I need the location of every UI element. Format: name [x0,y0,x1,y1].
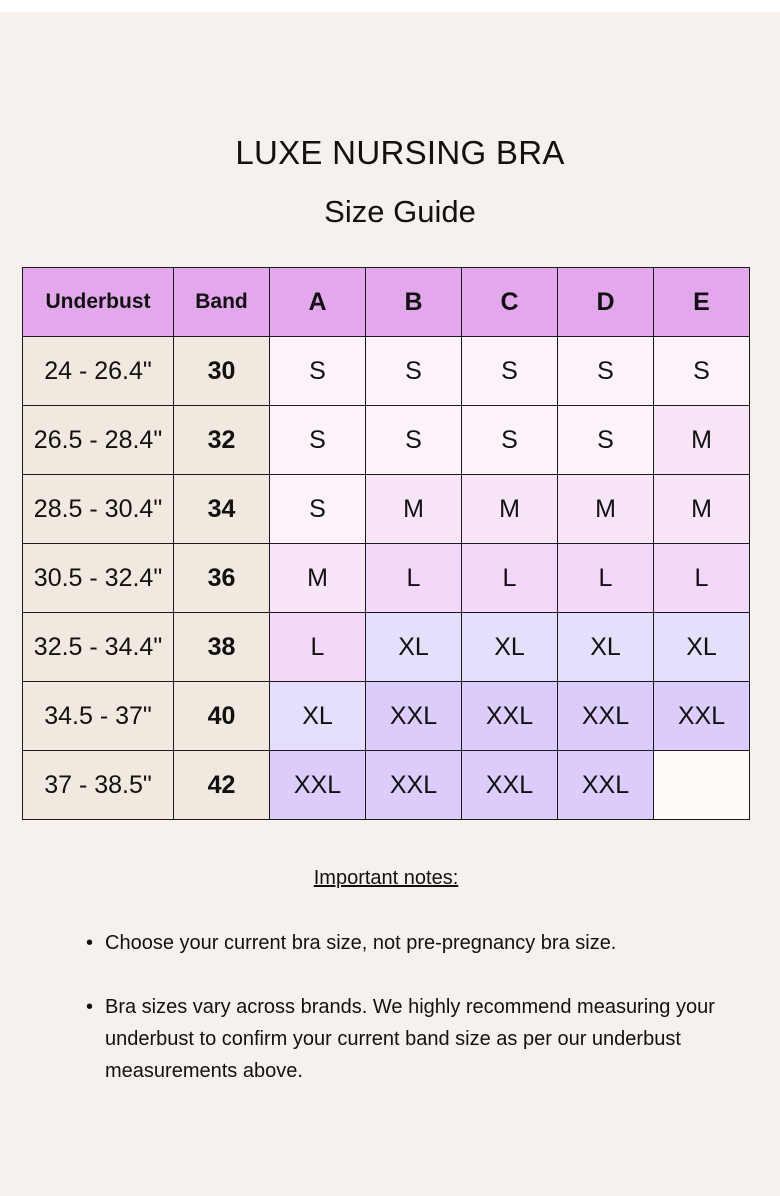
size-cell: S [558,406,654,475]
size-cell: S [462,406,558,475]
header-cup-a: A [270,268,366,337]
size-cell: S [366,406,462,475]
underbust-cell: 26.5 - 28.4" [23,406,174,475]
size-cell: S [654,337,750,406]
size-cell: L [270,613,366,682]
size-cell: XL [462,613,558,682]
size-cell: XXL [366,751,462,820]
size-cell: S [462,337,558,406]
size-cell: L [462,544,558,613]
product-title: LUXE NURSING BRA [235,134,565,171]
size-cell: XL [366,613,462,682]
underbust-cell: 24 - 26.4" [23,337,174,406]
size-cell: M [462,475,558,544]
table-row [23,544,750,613]
band-cell: 34 [174,475,270,544]
table-row [23,751,750,820]
table-row [23,475,750,544]
underbust-cell: 30.5 - 32.4" [23,544,174,613]
size-guide-card [0,12,780,1196]
band-cell: 38 [174,613,270,682]
size-cell: XL [270,682,366,751]
note-item [86,927,726,959]
note-text: Bra sizes vary across brands. We highly recommend measuring your underbust to confirm your current band size as per our underbust measurements above. [105,996,715,1082]
size-cell: XXL [654,682,750,751]
size-cell: M [558,475,654,544]
size-cell: L [558,544,654,613]
size-cell: M [654,406,750,475]
size-cell: S [270,475,366,544]
size-cell: S [558,337,654,406]
underbust-cell: 32.5 - 34.4" [23,613,174,682]
size-cell: XXL [270,751,366,820]
underbust-cell: 37 - 38.5" [23,751,174,820]
table-row [23,337,750,406]
header-cup-c: C [462,268,558,337]
size-cell: XXL [558,751,654,820]
size-cell: L [654,544,750,613]
size-cell: L [366,544,462,613]
size-cell [654,751,750,820]
header-band: Band [174,268,270,337]
size-cell: XXL [366,682,462,751]
size-chart-table [22,267,750,820]
note-text: Choose your current bra size, not pre-pregnancy bra size. [105,932,617,954]
size-cell: S [366,337,462,406]
band-cell: 36 [174,544,270,613]
band-cell: 32 [174,406,270,475]
size-cell: XL [654,613,750,682]
table-row [23,682,750,751]
size-cell: XL [558,613,654,682]
underbust-cell: 34.5 - 37" [23,682,174,751]
header-underbust: Underbust [23,268,174,337]
note-item [86,991,726,1087]
size-cell: XXL [462,682,558,751]
size-cell: XXL [558,682,654,751]
size-guide-subtitle: Size Guide [324,194,476,229]
size-cell: M [270,544,366,613]
header-cup-e: E [654,268,750,337]
underbust-cell: 28.5 - 30.4" [23,475,174,544]
band-cell: 30 [174,337,270,406]
table-row [23,613,750,682]
bullet-icon: • [86,932,94,954]
band-cell: 42 [174,751,270,820]
table-header-row [23,268,750,337]
header-cup-b: B [366,268,462,337]
notes-heading: Important notes: [313,867,459,889]
size-cell: S [270,406,366,475]
bullet-icon: • [86,996,94,1018]
band-cell: 40 [174,682,270,751]
size-cell: S [270,337,366,406]
size-cell: M [654,475,750,544]
size-cell: M [366,475,462,544]
header-cup-d: D [558,268,654,337]
table-row [23,406,750,475]
size-cell: XXL [462,751,558,820]
notes-list [86,927,726,1119]
